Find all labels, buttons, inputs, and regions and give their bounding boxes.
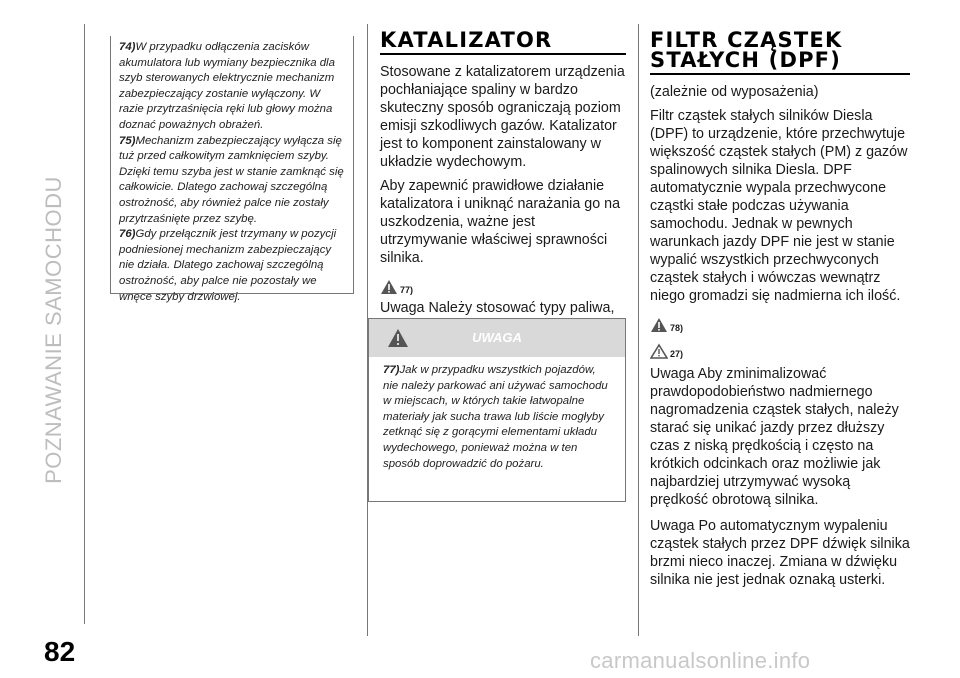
watermark: carmanualsonline.info	[590, 648, 811, 673]
side-title: POZNAWANIE SAMOCHODU	[41, 176, 66, 484]
katalizator-section	[380, 30, 626, 359]
caution-triangle-icon	[650, 343, 668, 359]
katalizator-paragraph-2: Aby zapewnić prawidłowe działanie katalizatora i uniknąć narażania go na uszkodzenia, ważne jest utrzymywanie właściwej sprawności silnika.	[380, 178, 621, 266]
note-75: 75)Mechanizm zabezpieczający wyłącza się tuż przed całkowitym zamknięciem szyby. Dzięki temu szyba jest w stanie zamknąć się całkowicie. Dlatego zachowaj szczególną ostrożność, aby również palce nie zostały przytrzaśnięte przez szybę.	[119, 134, 344, 225]
uwaga-header	[369, 319, 625, 357]
page-number: 82	[44, 636, 76, 667]
ref-label: 27)	[670, 349, 684, 359]
uwaga-box	[368, 318, 626, 502]
dpf-paragraph-4: Uwaga Po automatycznym wypaleniu cząstek stałych przez DPF dźwięk silnika brzmi nieco inaczej. Zmiana w dźwięku silnika nie jest jednak oznaką usterki.	[650, 518, 910, 588]
dpf-paragraph-1: (zależnie od wyposażenia)	[650, 84, 819, 100]
uwaga-text: 77)Jak w przypadku wszystkich pojazdów, nie należy parkować ani używać samochodu w miejscach, w których takie łatwopalne materiały jak sucha trawa lub liście mogłyby zetknąć się z gorącymi elementami układu wydechowego, ponieważ można w ten sposób doprowadzić do pożaru.	[383, 364, 608, 470]
caution-ref-27[interactable]	[650, 337, 910, 359]
note-74: 74)W przypadku odłączenia zacisków akumulatora lub wymiany bezpiecznika dla szyb sterowanych elektrycznie mechanizm zabezpieczający zostanie wyłączony. W razie przytrzaśnięcia ręki lub głowy można doznać poważnych obrażeń.	[119, 41, 335, 131]
warning-triangle-icon	[380, 279, 398, 295]
warning-triangle-icon	[650, 317, 668, 333]
ref-label: 78)	[670, 323, 684, 333]
dpf-heading: FILTR CZĄSTEK STAŁYCH (DPF)	[650, 28, 843, 72]
warning-ref-77[interactable]	[380, 273, 626, 295]
katalizator-paragraph-3: Uwaga Należy stosować typy paliwa,	[380, 300, 615, 316]
uwaga-title: UWAGA	[472, 330, 522, 345]
note-76: 76)Gdy przełącznik jest trzymany w pozycji podniesionej mechanizm zabezpieczający nie działa. Dlatego zachowaj szczególną ostrożność, aby palce nie pozostały we wnęce szyby drzwiowej.	[119, 228, 337, 303]
dpf-section	[650, 30, 910, 595]
dpf-paragraph-2: Filtr cząstek stałych silników Diesla (DPF) to urządzenie, które przechwytuje większość cząstek stałych (PM) z gazów spalinowych silnika Diesla. DPF automatycznie wypala przechwycone cząstki stałe podczas używania samochodu. Jednak w pewnych warunkach jazdy DPF nie jest w stanie wypalić wszystkich przechwyconych cząstek stałych i wówczas wewnątrz niego gromadzi się nadmierna ich ilość.	[650, 108, 908, 304]
warning-ref-78[interactable]	[650, 311, 910, 333]
heading-rule	[380, 53, 626, 55]
katalizator-paragraph-1: Stosowane z katalizatorem urządzenia pochłaniające spaliny w bardzo skuteczny sposób ograniczają poziom emisji szkodliwych gazów. Katalizator jest to komponent zainstalowany w układzie wydechowym.	[380, 64, 625, 170]
heading-rule	[650, 73, 910, 75]
katalizator-heading: KATALIZATOR	[380, 28, 553, 52]
column-divider-2	[638, 24, 639, 636]
dpf-paragraph-3: Uwaga Aby zminimalizować prawdopodobieństwo nadmiernego nagromadzenia cząstek stałych, należy starać się unikać jazdy przez dłuższy czas z niską prędkością i często na krótkich odcinkach oraz możliwie jak najbardziej utrzymywać wysoką prędkość obrotową silnika.	[650, 366, 899, 508]
notes-box	[110, 36, 354, 303]
side-rule	[84, 24, 85, 624]
ref-label: 77)	[400, 285, 414, 295]
